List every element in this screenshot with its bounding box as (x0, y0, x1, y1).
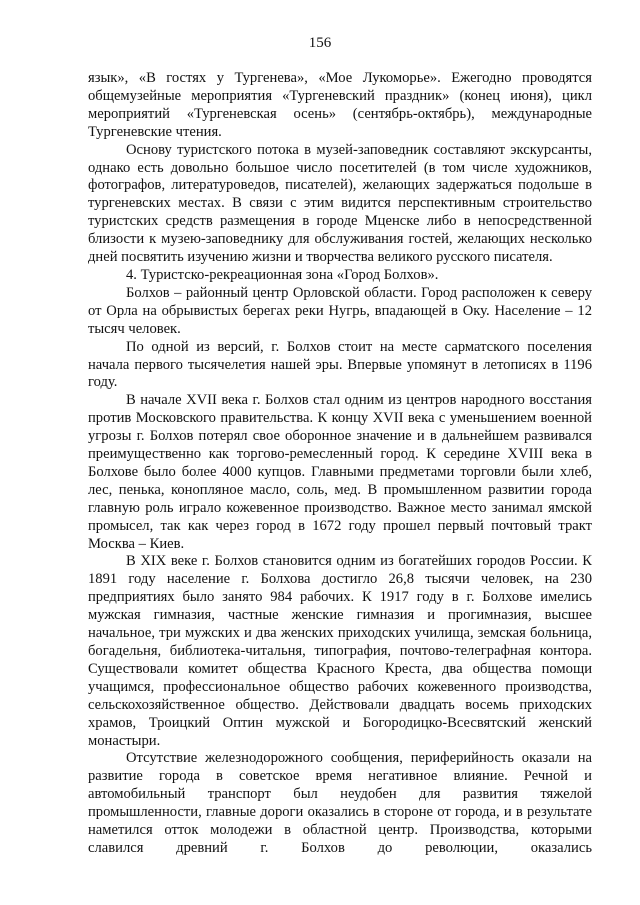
page-body (88, 70, 592, 858)
paragraph-4: Болхов – районный центр Орловской области. Город расположен к северу от Орла на обрывистых берегах реки Нугрь, впадающей в Оку. Население – 12 тысяч человек. (88, 284, 592, 337)
page-number: 156 (308, 35, 332, 51)
paragraph-5: По одной из версий, г. Болхов стоит на месте сарматского поселения начала первого тысячелетия нашей эры. Впервые упомянут в летописях в 1196 году. (88, 338, 592, 391)
paragraph-2: Основу туристского потока в музей-заповедник составляют экскурсанты, однако есть довольно большое число посетителей (в том числе художников, фотографов, литературоведов, писателей), желающих задержаться подольше в тургеневских местах. В связи с этим видится перспективным строительство туристских средств размещения в городе Мценске либо в непосредственной близости к музею-заповеднику для обслуживания гостей, желающих несколько дней посвятить изучению жизни и творчества великого русского писателя. (88, 141, 592, 266)
paragraph-6: В начале XVII века г. Болхов стал одним из центров народного восстания против Московского правительства. К концу XVII века с уменьшением военной угрозы г. Болхов потерял свое оборонное значение и в дальнейшем развивался преимущественно как торгово-ремесленный город. К середине XVIII века в Болхове было более 4000 купцов. Главными предметами торговли были хлеб, лес, пенька, конопляное масло, соль, мед. В промышленном развитии города главную роль играло кожевенное производство. Важное место занимал ямской промысел, так как через город в 1672 году прошел первый почтовый тракт Москва – Киев. (88, 392, 592, 552)
paragraph-8: Отсутствие железнодорожного сообщения, периферийность оказали на развитие города в советское время негативное влияние. Речной и автомобильный транспорт был неудобен для развития тяжелой промышленности, главные дороги оказались в стороне от города, и в результате наметился отток молодежи в областной центр. Производства, которыми славился древний г. Болхов до революции, оказались (88, 750, 592, 856)
paragraph-3-heading: 4. Туристско-рекреационная зона «Город Болхов». (126, 266, 439, 283)
paragraph-7: В XIX веке г. Болхов становится одним из богатейших городов России. К 1891 году население г. Болхова достигло 26,8 тысячи человек, на 230 предприятиях было занято 984 рабочих. К 1917 году в г. Болхове имелись мужская гимназия, частные женские гимназия и прогимназия, высшее начальное, три мужских и два женских приходских училища, земская больница, богадельня, библиотека-читальня, типография, почтово-телеграфная контора. Существовали комитет общества Красного Креста, два общества помощи учащимся, профессиональное общество рабочих кожевенного производства, сельскохозяйственное общество. Действовали двадцать восемь приходских храмов, Троицкий Оптин мужской и Богородицко-Всесвятский женский монастыри. (88, 553, 592, 749)
paragraph-1: язык», «В гостях у Тургенева», «Мое Лукоморье». Ежегодно проводятся общемузейные мероприятия «Тургеневский праздник» (конец июня), цикл мероприятий «Тургеневская осень» (сентябрь-октябрь), международные Тургеневские чтения. (88, 70, 592, 140)
